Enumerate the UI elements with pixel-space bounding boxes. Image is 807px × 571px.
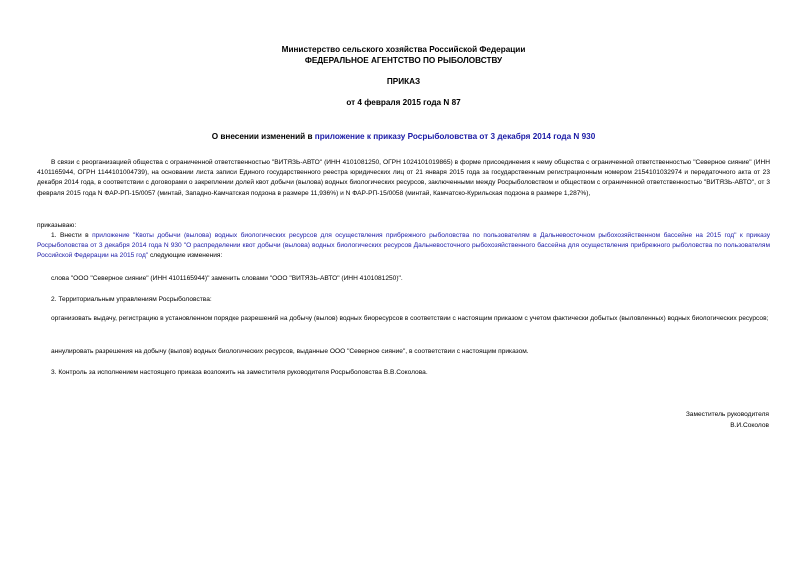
title-link[interactable]: приложение к приказу Росрыболовства от 3 декабря 2014 года N 930 — [314, 132, 596, 141]
agency-name: ФЕДЕРАЛЬНОЕ АГЕНТСТВО ПО РЫБОЛОВСТВУ — [304, 56, 503, 65]
item2a-paragraph: организовать выдачу, регистрацию в установленном порядке разрешений на добычу (вылов) водных биоресурсов в соответствии с настоящим приказом с учетом фактически добытых (выловленных) водных биологических ресурсов; — [51, 315, 769, 322]
item1-block — [37, 231, 770, 262]
item1-paragraph — [37, 231, 770, 262]
item1-change: слова "ООО "Северное сияние" (ИНН 4101165944)" заменить словами "ООО "ВИТЯЗЬ-АВТО" (ИНН 4101081250)". — [51, 275, 403, 282]
document-title — [0, 132, 807, 141]
item2b-line: аннулировать разрешения на добычу (вылов) водных биологических ресурсов, выданные ООО "Северное сияние", в соответствии с настоящим приказом. — [51, 348, 529, 355]
signature-name: В.И.Соколов — [730, 421, 769, 429]
item1-suffix: следующие изменения: — [148, 252, 223, 260]
signature-position: Заместитель руководителя — [685, 411, 769, 418]
document-date: от 4 февраля 2015 года N 87 — [346, 98, 461, 107]
signature-block — [686, 410, 769, 431]
order-word: приказываю: — [37, 222, 77, 229]
document-type: ПРИКАЗ — [386, 77, 421, 86]
preamble-paragraph: В связи с реорганизацией общества с ограниченной ответственностью "ВИТЯЗЬ-АВТО" (ИНН 4101081250, ОГРН 1024101019865) в форме присоединения к нему общества с ограниченной ответственностью "Северное сияние" (ИНН 4101165944, ОГРН 1144101004739), на основании листа записи Единого государственного реестра юридических лиц от 21 января 2015 года за государственным регистрационным номером 2154101032974 и передаточного акта от 23 декабря 2014 года, в соответствии с договорами о закреплении долей квот добычи (вылова) водных биологических ресурсов, заключенными между Росрыболовством и обществом с ограниченной ответственностью "ВИТЯЗЬ-АВТО", от 3 февраля 2015 года N ФАР-РП-15/0057 (минтай, Западно-Камчатская подзона в размере 11,936%) и N ФАР-РП-15/0058 (минтай, Камчатско-Курильская подзона в размере 1,287%), — [37, 159, 770, 197]
item3-line: 3. Контроль за исполнением настоящего приказа возложить на заместителя руководителя Росрыболовства В.В.Соколова. — [51, 369, 428, 376]
item2a-block — [37, 314, 770, 324]
item1-prefix: 1. Внести в — [51, 232, 93, 239]
title-prefix: О внесении изменений в — [211, 132, 315, 141]
item1-link[interactable]: приложение "Квоты добычи (вылова) водных биологических ресурсов для осуществления прибрежного рыболовства по пользователям в Дальневосточном рыбохозяйственном бассейне на 2015 год" к приказу Росрыболовства от 3 декабря 2014 года N 930 "О распределении квот добычи (вылова) водных биологических ресурсов Дальневосточного рыбохозяйственного бассейна для осуществления прибрежного рыболовства по пользователям Российской Федерации на 2015 год" — [37, 232, 770, 260]
item2-heading: 2. Территориальным управлениям Росрыболовства: — [51, 296, 212, 303]
preamble-block — [37, 158, 770, 199]
ministry-name: Министерство сельского хозяйства Российской Федерации — [281, 45, 526, 54]
